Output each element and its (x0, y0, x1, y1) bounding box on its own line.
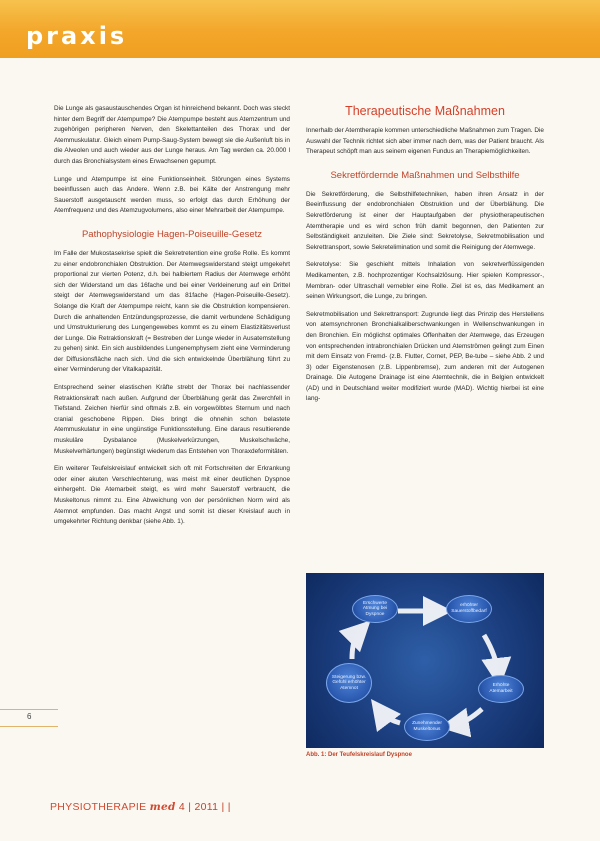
footer (50, 801, 231, 813)
cycle-node: erhöhter Sauerstoffbedarf (446, 595, 492, 623)
paragraph: Lunge und Atempumpe ist eine Funktionseinheit. Störungen eines Systems beeinflussen auch das Andere. Wenn z.B. bei Kälte der Anstrengung mehr Sauerstoff ausgetauscht werden muss, so erfolgt das durch Erhöhung der Atemfrequenz und des Atemzugvolumens, also einer Mehrarbeit der Atempumpe. (54, 175, 290, 215)
cycle-node: Steigerung bzw. Gefühl erhöhter Atemnot (326, 663, 372, 703)
paragraph: Ein weiterer Teufelskreislauf entwickelt sich oft mit Fortschreiten der Erkrankung oder einer akuten Verschlechterung, was meist mit einer deutlichen Dyspnoe einhergeht. Die Atemarbeit steigt, es wird mehr Sauerstoff verbraucht, die Muskeltonus nimmt zu. Eine Abweichung von der persönlichen Norm wird als Atemnot empfunden. Das macht Angst und somit ist dieser Kreislauf auch in umgekehrter Richtung denkbar (siehe Abb. 1). (54, 465, 290, 526)
section-title: praxis (26, 22, 128, 50)
section-heading: Therapeutische Maßnahmen (345, 104, 505, 118)
cycle-node: Erschwerte Atmung bei Dyspnoe (352, 595, 398, 623)
cycle-node: Erhöhte Atemarbeit (478, 675, 524, 703)
paragraph: Sekretmobilisation und Sekrettransport: Zugrunde liegt das Prinzip des Herstellens von atemsynchronen Bronchialkaliberschwankungen in Wellenschwankungen in den Bronchien. Ein möglichst optimales Offenhalten der Atemwege, das Erzeugen von entsprechenden intrabronchialen Drücken und Atemströmen gelingt zum Einen mit dem Einsatz von Fremd- (z.B. Flutter, Cornet, PEP, Be-tube – siehe Abb. 2 und 3) oder Eigenstenosen (z.B. Lippenbremse), zum anderen mit der Autogenen Drainage. Die Autogene Drainage ist eine Atemtechnik, die in Belgien entwickelt (AD) und in Deutschland weiter modifiziert wurde (MAD). Wichtig hierbei ist eine lang- (306, 310, 544, 403)
footer-brand: PHYSIOTHERAPIE (50, 801, 147, 813)
cycle-node: Zunehmender Muskeltonus (404, 713, 450, 741)
footer-issue: 4 | 2011 | | (178, 801, 231, 813)
paragraph: Innerhalb der Atemtherapie kommen unterschiedliche Maßnahmen zum Tragen. Die Auswahl der Technik richtet sich aber immer nach dem, was der Patient braucht. Als Therapeut schöpft man aus seinem eigenen Fundus an Therapiemöglichkeiten. (306, 127, 544, 156)
paragraph: Die Lunge als gasaustauschendes Organ ist hinreichend bekannt. Doch was steckt hinter dem Begriff der Atempumpe? Die Atempumpe besteht aus Atemzentrum und zugehörigen peripheren Nerven, den Skelettanteilen des Thorax und der Atemmuskulatur. Gleich einem Pump-Saug-System bewegt sie die Außenluft bis in die Alveolen und auch wieder aus der Lunge heraus. Am Tag werden ca. 20.000 l durch das Bronchialsystem eines Erwachsenen gepumpt. (54, 105, 290, 165)
right-column (306, 104, 544, 412)
page-number: 6 (27, 712, 32, 721)
paragraph: Entsprechend seiner elastischen Kräfte strebt der Thorax bei nachlassender Retraktionskraft nach außen. Aufgrund der Überblähung gerät das Zwerchfell in Tiefstand. Zeichen hierfür sind oftmals z.B. ein vorgewölbtes Sternum und nach cranial geschobene Rippen. Dies bringt die ohnehin schon belastete Atemmuskulatur in eine ungünstige Funktionsstellung. Eine daraus resultierende muskuläre Dysbalance (Muskelverkürzungen, Muskelschwäche, Muskelverhärtungen) begünstigt wiederum das Entstehen von Thoraxdeformitäten. (54, 384, 290, 455)
subheading: Pathophysiologie Hagen-Poiseuille-Gesetz (81, 228, 263, 240)
figure-caption: Abb. 1: Der Teufelskreislauf Dyspnoe (306, 752, 412, 758)
paragraph: Sekretolyse: Sie geschieht mittels Inhalation von sekretverflüssigenden Medikamenten, z.B. hochprozentiger Kochsalzlösung. Hier spielen Kompressor-, Membran- oder Ultraschall vernebler eine Rolle. Ziel ist es, das Medikament an seinen Wirkungsort, die Lunge, zu bringen. (306, 261, 544, 301)
header-banner (0, 0, 600, 58)
cycle-diagram (306, 573, 544, 748)
subheading: Sekretfördernde Maßnahmen und Selbsthilfe (330, 169, 520, 181)
left-column (54, 104, 290, 535)
footer-script: med (149, 801, 176, 813)
paragraph: Die Sekretförderung, die Selbsthilfetechniken, haben ihren Ansatz in der Beeinflussung der endobronchialen Obstruktion und der Überblähung. Die Sekretförderung ist einer der Hauptaufgaben der physiotherapeutischen Atemtherapie und es wird schon früh damit begonnen, den Patienten zur Selbständigkeit anzuleiten. Die Ziele sind: Sekretolyse, Sekretmobilisation und Sekrettransport, sowie Sekretelimination und somit die Reinigung der Atemwege. (306, 190, 544, 251)
paragraph: Im Falle der Mukostasekrise spielt die Sekretretention eine große Rolle. Es kommt zu einer endobronchialen Obstruktion. Der Atemwegswiderstand steigt umgekehrt proportional zur vierten Potenz, d.h. bei halbiertem Radius der Atemwege erhöht sich der Widerstand um das 16fache und bei einer Verkleinerung auf ein Drittel steigt der Atemwegswiderstand um das 81fache (Hagen-Poiseuille-Gesetz). Solange die Kraft der Atempumpe reicht, kann sie die Obstruktion kompensieren. Durch die anhaltenden Entzündungsprozesse, die damit verbundene Schädigung und Umstrukturierung des Lungengewebes kommt es zu einem Elastizitätsverlust der Lunge. Die Retraktionskraft (= Bestreben der Lunge wieder in Ausatemstellung zu gehen) sinkt. Ein sich ausbildendes Lungenemphysem zieht eine Verminderung der Diffusionsfläche nach sich. Und die sich entwickelnde Überblähung führt zu einer Verminderung der Vitalkapazität. (54, 249, 290, 374)
